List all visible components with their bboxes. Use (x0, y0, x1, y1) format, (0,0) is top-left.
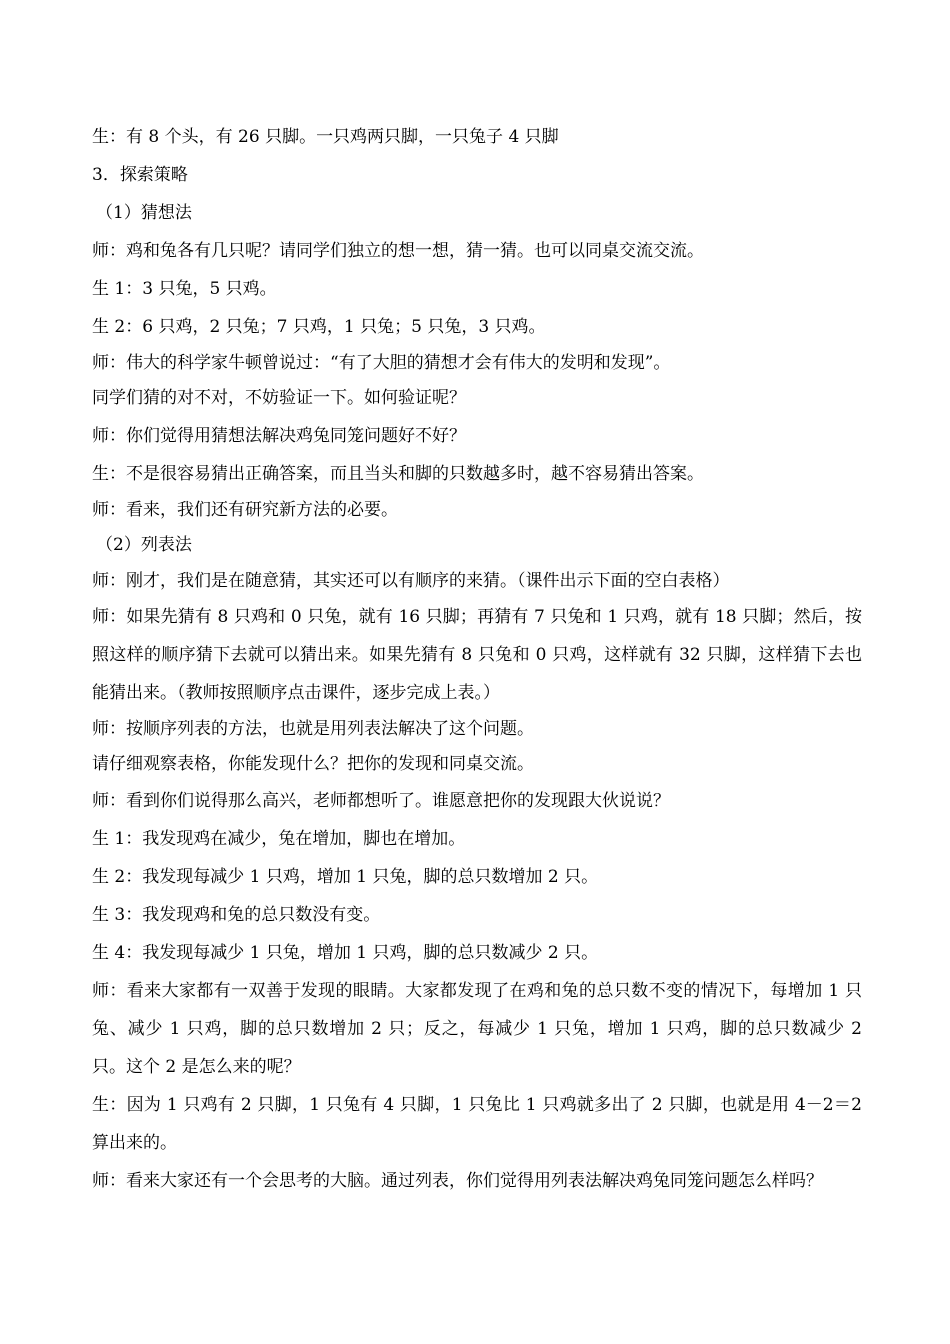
teacher-table-explanation: 师：如果先猜有 8 只鸡和 0 只兔，就有 16 只脚；再猜有 7 只兔和 1 只鸡，就有 18 只脚；然后，按照这样的顺序猜下去就可以猜出来。如果先猜有 8 只兔和 0 只鸡，这样就有 32 只脚，这样猜下去也能猜出来。（教师按照顺序点击课件，逐步完成上表。） (92, 607, 862, 703)
student2-finding: 生 2：我发现每减少 1 只鸡，增加 1 只兔，脚的总只数增加 2 只。 (92, 867, 599, 887)
teacher-need-new-method: 师：看来，我们还有研究新方法的必要。 (92, 500, 398, 520)
student2-guess: 生 2：6 只鸡，2 只兔；7 只鸡，1 只兔；5 只兔，3 只鸡。 (92, 317, 546, 337)
teacher-invite-share: 师：看到你们说得那么高兴，老师都想听了。谁愿意把你的发现跟大伙说说？ (92, 791, 670, 811)
student4-finding: 生 4：我发现每减少 1 只兔，增加 1 只鸡，脚的总只数减少 2 只。 (92, 943, 599, 963)
student-answer-heads-legs: 生：有 8 个头，有 26 只脚。一只鸡两只脚，一只兔子 4 只脚 (92, 127, 559, 147)
teacher-newton-quote: 师：伟大的科学家牛顿曾说过：“有了大胆的猜想才会有伟大的发明和发现”。 (92, 353, 671, 373)
subheading-table-method: （2）列表法 (96, 535, 192, 555)
observe-table-prompt: 请仔细观察表格，你能发现什么？把你的发现和同桌交流。 (92, 754, 534, 774)
student-explain-two: 生：因为 1 只鸡有 2 只脚，1 只兔有 4 只脚，1 只兔比 1 只鸡就多出了 2 只脚，也就是用 4－2＝2 算出来的。 (92, 1095, 862, 1153)
section-heading-strategy: 3．探索策略 (92, 165, 188, 185)
student3-finding: 生 3：我发现鸡和兔的总只数没有变。 (92, 905, 381, 925)
teacher-table-summary: 师：按顺序列表的方法，也就是用列表法解决了这个问题。 (92, 719, 534, 739)
student1-guess: 生 1：3 只兔，5 只鸡。 (92, 279, 277, 299)
teacher-closing-question: 师：看来大家还有一个会思考的大脑。通过列表，你们觉得用列表法解决鸡兔同笼问题怎么样吗？ (92, 1171, 823, 1191)
student-guess-limitation: 生：不是很容易猜出正确答案，而且当头和脚的只数越多时，越不容易猜出答案。 (92, 464, 704, 484)
teacher-summary-findings: 师：看来大家都有一双善于发现的眼睛。大家都发现了在鸡和兔的总只数不变的情况下，每增加 1 只兔、减少 1 只鸡，脚的总只数增加 2 只；反之，每减少 1 只兔，增加 1 只鸡，脚的总只数减少 2 只。这个 2 是怎么来的呢？ (92, 981, 862, 1077)
teacher-prompt-guess: 师：鸡和兔各有几只呢？请同学们独立的想一想，猜一猜。也可以同桌交流交流。 (92, 241, 704, 261)
student1-finding: 生 1：我发现鸡在减少，兔在增加，脚也在增加。 (92, 829, 466, 849)
document-body (92, 118, 862, 1200)
subheading-guess-method: （1）猜想法 (96, 203, 192, 223)
teacher-ordered-guess: 师：刚才，我们是在随意猜，其实还可以有顺序的来猜。（课件出示下面的空白表格） (92, 571, 730, 591)
verify-prompt: 同学们猜的对不对，不妨验证一下。如何验证呢？ (92, 388, 466, 408)
teacher-question-guess-method: 师：你们觉得用猜想法解决鸡兔同笼问题好不好？ (92, 426, 466, 446)
